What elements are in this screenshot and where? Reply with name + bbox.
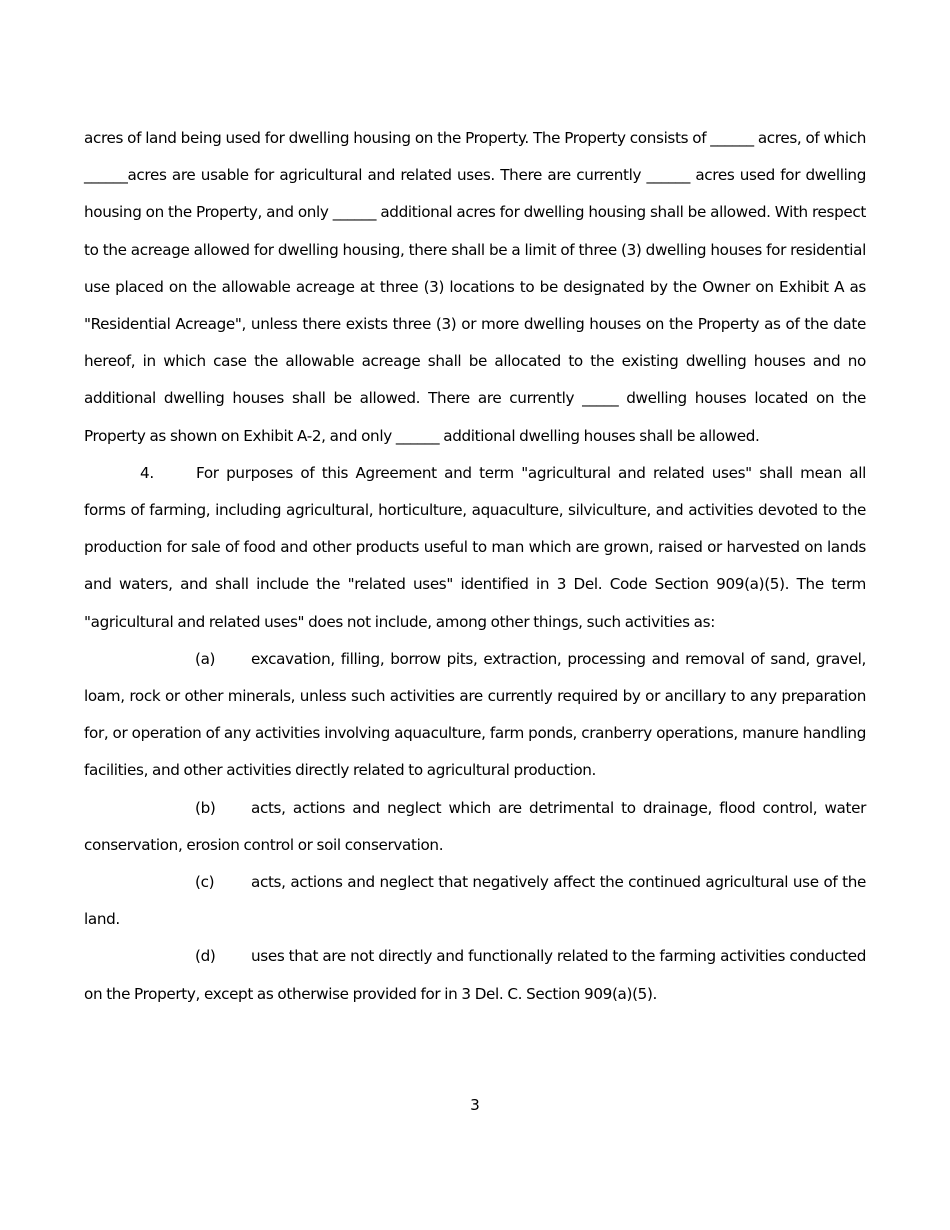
subparagraph-text: acts, actions and neglect that negatively affect the continued agricultural use of the land. bbox=[84, 873, 866, 929]
subparagraph-text: acts, actions and neglect which are detrimental to drainage, flood control, water conservation, erosion control or soil conservation. bbox=[84, 798, 866, 854]
paragraph-number: 4. bbox=[140, 463, 154, 482]
paragraph-text: acres of land being used for dwelling housing on the Property. The Property consists of ______ acres, of which ______acres are usable for agricultural and related uses. There are currently ______ acres used for dwelling housing on the Property, and only ______ additional acres for dwelling housing shall be allowed. With respect to the acreage allowed for dwelling housing, there shall be a limit of three (3) dwelling houses for residential use placed on the allowable acreage at three (3) locations to be designated by the Owner on Exhibit A as "Residential Acreage", unless there exists three (3) or more dwelling houses on the Property as of the date hereof, in which case the allowable acreage shall be allocated to the existing dwelling houses and no additional dwelling houses shall be allowed. There are currently _____ dwelling houses located on the Property as shown on Exhibit A-2, and only ______ additional dwelling houses shall be allowed. bbox=[84, 129, 866, 445]
subparagraph-c bbox=[84, 864, 866, 938]
document-body bbox=[84, 120, 866, 1013]
subparagraph-text: excavation, filling, borrow pits, extraction, processing and removal of sand, gravel, loam, rock or other minerals, unless such activities are currently required by or ancillary to any preparation for, or operation of any activities involving aquaculture, farm ponds, cranberry operations, manure handling facilities, and other activities directly related to agricultural production. bbox=[84, 649, 866, 780]
subparagraph-label: (a) bbox=[195, 649, 216, 668]
subparagraph-b bbox=[84, 790, 866, 864]
paragraph-acreage bbox=[84, 120, 866, 455]
subparagraph-label: (b) bbox=[195, 798, 216, 817]
paragraph-4 bbox=[84, 455, 866, 641]
page-number: 3 bbox=[470, 1096, 480, 1114]
subparagraph-label: (c) bbox=[195, 873, 215, 892]
subparagraph-text: uses that are not directly and functionally related to the farming activities conducted on the Property, except as otherwise provided for in 3 Del. C. Section 909(a)(5). bbox=[84, 947, 866, 1003]
paragraph-text: For purposes of this Agreement and term "agricultural and related uses" shall mean all forms of farming, including agricultural, horticulture, aquaculture, silviculture, and activities devoted to the production for sale of food and other products useful to man which are grown, raised or harvested on lands and waters, and shall include the "related uses" identified in 3 Del. Code Section 909(a)(5). The term "agricultural and related uses" does not include, among other things, such activities as: bbox=[84, 463, 866, 631]
subparagraph-a bbox=[84, 641, 866, 790]
subparagraph-label: (d) bbox=[195, 947, 216, 966]
subparagraph-d bbox=[84, 938, 866, 1012]
